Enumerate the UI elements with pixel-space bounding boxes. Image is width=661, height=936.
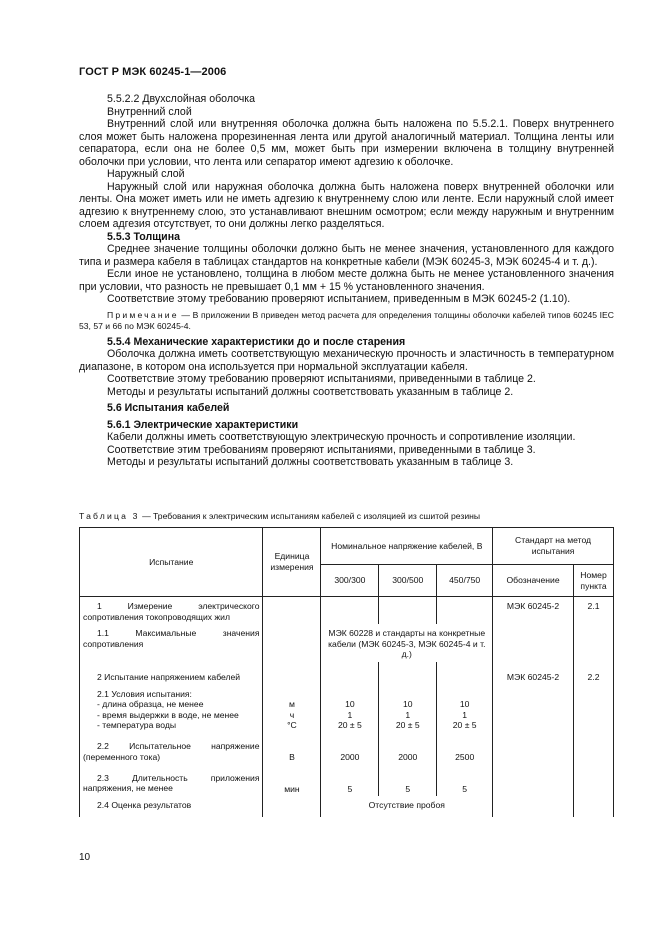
table-caption: [79, 511, 480, 521]
heading-5-5-4: 5.5.4 Механические характеристики до и после старения: [107, 335, 406, 348]
heading-5-6: 5.6 Испытания кабелей: [107, 402, 230, 414]
heading-5-6-1: 5.6.1 Электрические характеристики: [107, 418, 299, 431]
row23-test: 2.3 Длительность приложения напряжения, не менее: [80, 765, 263, 797]
row21-v2: 10 1 20 ± 5: [379, 685, 437, 733]
table-row: [80, 733, 614, 765]
row22-v2: 2000: [379, 733, 437, 765]
table-caption-label: Таблица 3: [79, 511, 140, 521]
row23-v3: 5: [437, 765, 493, 797]
document-header: ГОСТ Р МЭК 60245-1—2006: [79, 66, 227, 78]
row21-v3: 10 1 20 ± 5: [437, 685, 493, 733]
table-row: [80, 685, 614, 733]
table-row: [80, 624, 614, 662]
thickness-text-3: Соответствие этому требованию проверяют испытанием, приведенным в МЭК 60245-2 (1.10).: [107, 293, 571, 305]
electrical-text-3: Методы и результаты испытаний должны соответствовать указанным в таблице 3.: [107, 456, 514, 468]
page-number: 10: [79, 852, 91, 863]
row23-v1: 5: [321, 765, 379, 797]
row22-v1: 2000: [321, 733, 379, 765]
inner-layer-title: Внутренний слой: [107, 105, 192, 118]
mechanical-text-3: Методы и результаты испытаний должны соответствовать указанным в таблице 2.: [107, 385, 514, 398]
row22-v3: 2500: [437, 733, 493, 765]
row24-value: Отсутствие пробоя: [321, 796, 493, 817]
heading-5-5-3: 5.5.3 Толщина: [107, 230, 180, 243]
table-row: [80, 796, 614, 817]
table-3: [79, 527, 614, 817]
row2-standard: МЭК 60245-2: [493, 662, 574, 685]
row23-unit: мин: [263, 765, 321, 797]
note: [79, 310, 614, 332]
table-row: [80, 662, 614, 685]
row1-test: 1 Измерение электрического сопротивления токопроводящих жил: [80, 597, 263, 625]
mechanical-text-2: Соответствие этому требованию проверяют испытаниями, приведенными в таблице 2.: [107, 373, 536, 385]
thickness-text-2: Если иное не установлено, толщина в любом месте должна быть не менее установленного значения при условии, что разность не превышает 0,1 мм + 15 % установленного значения.: [79, 268, 614, 293]
row2-clause: 2.2: [574, 662, 614, 685]
header-standard: Стандарт на метод испытания: [493, 528, 614, 565]
outer-layer-title: Наружный слой: [107, 168, 185, 180]
outer-layer-text: Наружный слой или наружная оболочка должна быть наложена поверх внутренней оболочки или ленты. Она может иметь или не иметь адгезию к внутреннему слою или ленте. Если наружный слой имеет адгезию к внутреннему слою, это устанавливают внешним осмотром; если между наружным и внутренним слоем адгезия отсутствует, то они должны легко разделяться.: [79, 180, 614, 230]
row1-standard: МЭК 60245-2: [493, 597, 574, 625]
header-unit: Единица измерения: [263, 528, 321, 597]
header-designation: Обозначение: [493, 565, 574, 597]
clause-5-5-2-2: 5.5.2.2 Двухслойная оболочка: [107, 93, 256, 105]
row21-unit: м ч °С: [263, 685, 321, 733]
row21-test: 2.1 Условия испытания: - длина образца, не менее - время выдержки в воде, не менее - температура воды: [80, 685, 263, 733]
row22-test: 2.2 Испытательное напряжение (переменного тока): [80, 733, 263, 765]
row22-unit: В: [263, 733, 321, 765]
inner-layer-text: Внутренний слой или внутренняя оболочка должна быть наложена по 5.5.2.1. Поверх внутреннего слоя может быть наложена прорезиненная лента или другой аналогичный материал. Толщина ленты или сепаратора, если она не более 0,5 мм, может быть при измерении включена в толщину внутренней оболочки при условии, что лента или сепаратор имеют адгезию к оболочке.: [79, 118, 614, 168]
note-label: Примечание: [107, 309, 179, 320]
table-caption-text: — Требования к электрическим испытаниям кабелей с изоляцией из сшитой резины: [142, 511, 481, 521]
electrical-text-1: Кабели должны иметь соответствующую электрическую прочность и сопротивление изоляции.: [107, 431, 576, 443]
table-row: [80, 765, 614, 797]
row24-test: 2.4 Оценка результатов: [80, 796, 263, 817]
row11-value: МЭК 60228 и стандарты на конкретные кабели (МЭК 60245-3, МЭК 60245-4 и т. д.): [321, 624, 493, 662]
row21-v1: 10 1 20 ± 5: [321, 685, 379, 733]
table-row: [80, 597, 614, 625]
mechanical-text-1: Оболочка должна иметь соответствующую механическую прочность и эластичность в температурном диапазоне, в котором она используется при нормальной эксплуатации кабеля.: [79, 348, 614, 373]
header-voltage: Номинальное напряжение кабелей, В: [321, 528, 493, 565]
header-test: Испытание: [80, 528, 263, 597]
header-voltage-300-300: 300/300: [321, 565, 379, 597]
row23-v2: 5: [379, 765, 437, 797]
row11-test: 1.1 Максимальные значения сопротивления: [80, 624, 263, 662]
document-body: [79, 93, 614, 469]
thickness-text-1: Среднее значение толщины оболочки должно быть не менее значения, установленного для каждого типа и размера кабеля в таблицах стандартов на конкретные кабели (МЭК 60245-3, МЭК 60245-4 и т. д.).: [79, 243, 614, 268]
header-voltage-300-500: 300/500: [379, 565, 437, 597]
header-voltage-450-750: 450/750: [437, 565, 493, 597]
row1-clause: 2.1: [574, 597, 614, 625]
row2-test: 2 Испытание напряжением кабелей: [80, 662, 263, 685]
note-text: — В приложении В приведен метод расчета для определения толщины оболочки кабелей типов 60245 IEC 53, 57 и 66 по МЭК 60245-4.: [79, 309, 615, 331]
electrical-text-2: Соответствие этим требованиям проверяют испытаниями, приведенными в таблице 3.: [107, 443, 536, 456]
header-clause: Номер пункта: [574, 565, 614, 597]
